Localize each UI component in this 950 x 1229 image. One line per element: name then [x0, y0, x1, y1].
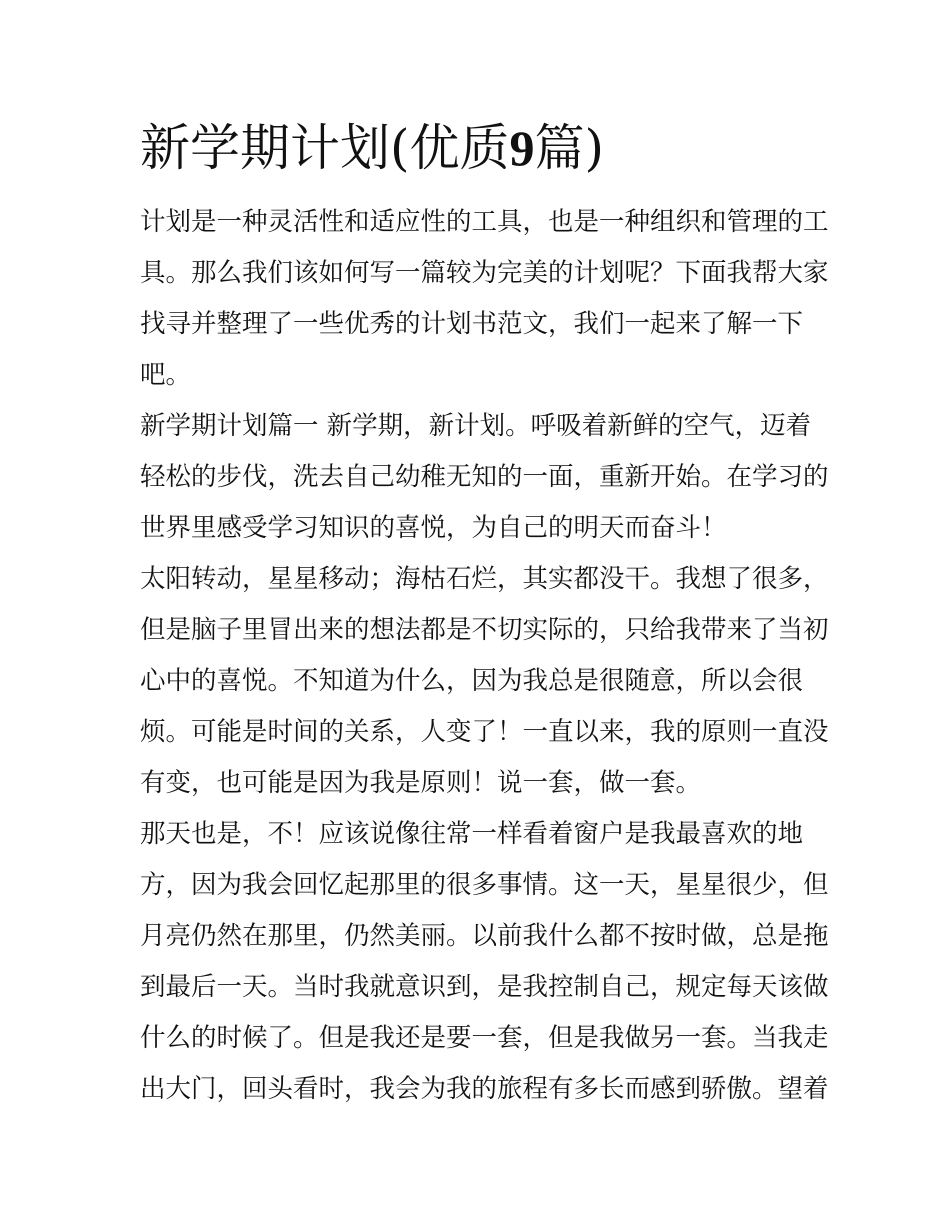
- text-line: 方，因为我会回忆起那里的很多事情。这一天，星星很少，但: [140, 870, 829, 900]
- text-line: 但是脑子里冒出来的想法都是不切实际的，只给我带来了当初: [140, 615, 829, 645]
- text-line: 心中的喜悦。不知道为什么，因为我总是很随意，所以会很: [140, 666, 804, 696]
- text-line: 月亮仍然在那里，仍然美丽。以前我什么都不按时做，总是拖: [140, 921, 829, 951]
- text-line: 那天也是，不！应该说像往常一样看着窗户是我最喜欢的地: [140, 819, 804, 849]
- text-line: 具。那么我们该如何写一篇较为完美的计划呢？下面我帮大家: [140, 258, 829, 288]
- text-line: 找寻并整理了一些优秀的计划书范文，我们一起来了解一下: [140, 309, 804, 339]
- text-line: 吧。: [140, 360, 192, 390]
- title-prefix: 新学期计划(优质: [140, 119, 510, 177]
- text-line: 新学期计划篇一 新学期，新计划。呼吸着新鲜的空气，迈着: [140, 411, 812, 441]
- text-line: 到最后一天。当时我就意识到，是我控制自己，规定每天该做: [140, 972, 829, 1002]
- text-line: 出大门，回头看时，我会为我的旅程有多长而感到骄傲。望着: [140, 1074, 829, 1104]
- text-line: 世界里感受学习知识的喜悦，为自己的明天而奋斗！: [140, 513, 727, 543]
- text-line: 什么的时候了。但是我还是要一套，但是我做另一套。当我走: [140, 1023, 829, 1053]
- text-line: 烦。可能是时间的关系，人变了！一直以来，我的原则一直没: [140, 717, 829, 747]
- text-line: 计划是一种灵活性和适应性的工具，也是一种组织和管理的工: [140, 207, 829, 237]
- text-line: 轻松的步伐，洗去自己幼稚无知的一面，重新开始。在学习的: [140, 462, 829, 492]
- title-suffix: 篇): [534, 119, 605, 177]
- text-line: 有变，也可能是因为我是原则！说一套，做一套。: [140, 768, 702, 798]
- title-number: 9: [509, 120, 535, 176]
- document-body: [140, 197, 830, 1115]
- text-line: 太阳转动，星星移动；海枯石烂，其实都没干。我想了很多，: [140, 564, 829, 594]
- document-title: [140, 112, 820, 184]
